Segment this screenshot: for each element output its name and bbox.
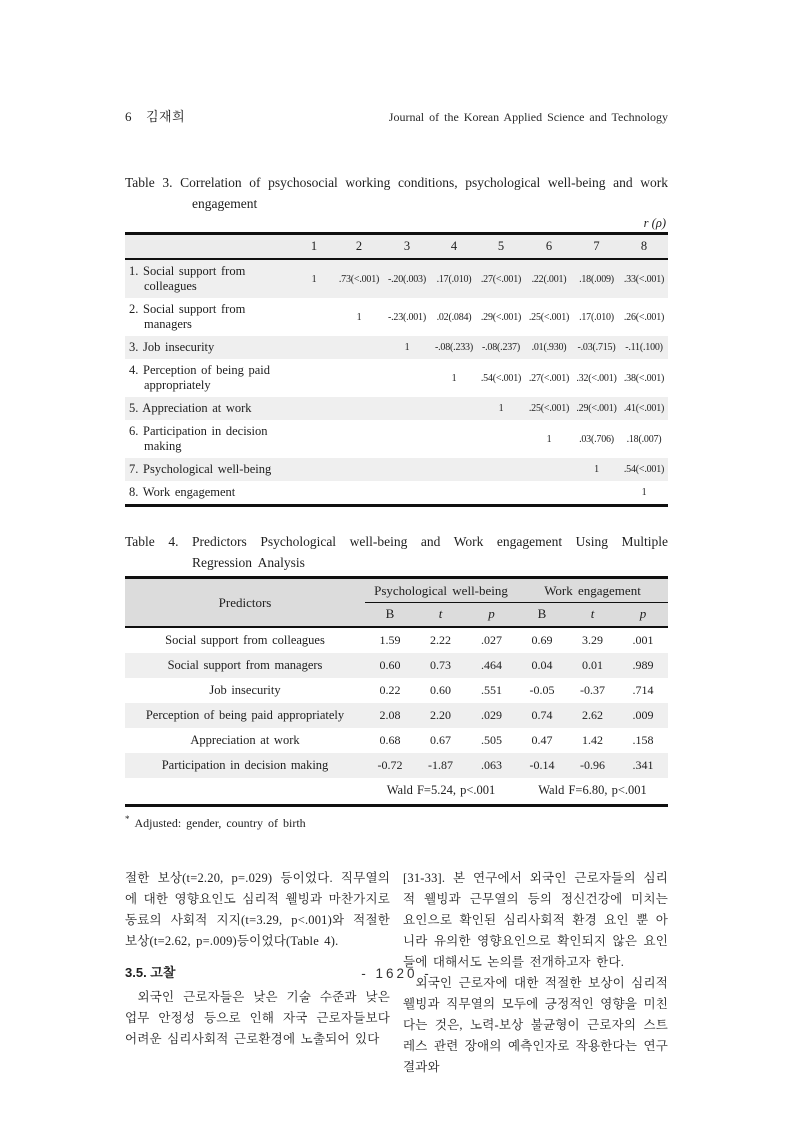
table4-cell: 2.22 xyxy=(430,633,451,647)
table3-cell xyxy=(431,481,477,506)
table3-cell: .26(<.001) xyxy=(623,311,665,323)
table3-row xyxy=(125,259,668,298)
table4-row-label: Job insecurity xyxy=(209,683,281,697)
table4-row-label: Perception of being paid appropriately xyxy=(145,708,345,722)
table4-row-label: Social support from managers xyxy=(167,658,323,672)
table3-cell xyxy=(477,420,525,458)
table3-caption-text: Correlation of psychosocial working conditions, psychological well-being and work engagement xyxy=(180,175,669,211)
table3-cell: .54(<.001) xyxy=(480,372,522,384)
table3-cell xyxy=(293,420,335,458)
table3-cell: .54(<.001) xyxy=(623,464,665,475)
table3-cell: .41(<.001) xyxy=(623,403,665,414)
table4-cell: -0.05 xyxy=(529,683,555,697)
table3-cell: 1 xyxy=(451,372,457,384)
table4-row-label: Appreciation at work xyxy=(190,733,300,747)
table3-cell: .17(.010) xyxy=(579,311,614,323)
table4-cell: -1.87 xyxy=(428,758,453,772)
table4-row-label: Social support from colleagues xyxy=(165,633,325,647)
journal-title: Journal of the Korean Applied Science and Technology xyxy=(388,110,668,124)
table4-caption-text: Predictors Psychological well-being and Work engagement Using Multiple Regression Analysis xyxy=(192,534,668,570)
table4-cell: .001 xyxy=(632,633,654,647)
table4-cell: .341 xyxy=(632,758,654,772)
table3-cell xyxy=(293,336,335,359)
table3-col-header: 8 xyxy=(640,239,648,253)
table4-cell: .029 xyxy=(481,708,502,722)
table4-row xyxy=(125,703,668,728)
table3-cell: .73(<.001) xyxy=(338,273,380,285)
table3-col-header: 4 xyxy=(450,239,458,253)
table3-cell xyxy=(431,420,477,458)
table3-caption-label: Table 3. xyxy=(125,175,173,190)
page-content xyxy=(125,106,668,1078)
table4-cell: .009 xyxy=(632,708,654,722)
table4-wald-psych: Wald F=5.24, p<.001 xyxy=(386,783,496,797)
table3-row-label: 5. Appreciation at work xyxy=(129,401,252,415)
table4-row xyxy=(125,753,668,778)
table3-cell xyxy=(431,397,477,420)
table3-cell xyxy=(293,298,335,336)
table3-row xyxy=(125,397,668,420)
running-head xyxy=(125,106,668,125)
table3-cell xyxy=(293,481,335,506)
table3-cell xyxy=(335,481,383,506)
table3-cell: 1 xyxy=(594,464,599,475)
table4-cell: .714 xyxy=(632,683,654,697)
table3-cell: -.03(.715) xyxy=(577,342,616,353)
table3-cell xyxy=(383,420,431,458)
table3-cell xyxy=(477,458,525,481)
table3-row-label: 7. Psychological well-being xyxy=(129,462,272,476)
table4-cell: .027 xyxy=(481,633,502,647)
table4-cell: 0.01 xyxy=(582,658,603,672)
running-head-left xyxy=(125,106,185,125)
table3-cell xyxy=(383,359,431,397)
table3-header-row xyxy=(125,234,668,260)
table4-cell: .158 xyxy=(632,733,654,747)
table4-cell: 2.20 xyxy=(430,708,451,722)
table4-cell: 2.62 xyxy=(582,708,603,722)
table4-wald-row xyxy=(125,778,668,806)
table3-row-label: 4. Perception of being paid appropriately xyxy=(129,363,271,392)
table3-row xyxy=(125,359,668,397)
table3-cell xyxy=(525,481,573,506)
table3-cell: 1 xyxy=(311,273,317,285)
table3-caption xyxy=(125,172,668,214)
table3-cell xyxy=(335,458,383,481)
table4-cell: 0.74 xyxy=(531,708,553,722)
table4-cell: -0.72 xyxy=(377,758,403,772)
table4-row-label: Participation in decision making xyxy=(161,758,329,772)
table4-footnote xyxy=(125,814,668,831)
table4-cell: 0.69 xyxy=(531,633,553,647)
table4-subheader-p1: p xyxy=(466,603,517,628)
table4-wald-empty xyxy=(125,778,365,806)
table4-subheader-t1: t xyxy=(415,603,466,628)
table3-cell: .02(.084) xyxy=(436,311,472,323)
table4-cell: 0.04 xyxy=(531,658,553,672)
table3-cell: -.23(.001) xyxy=(388,311,426,323)
table4-cell: 0.22 xyxy=(379,683,401,697)
table3-cell: .27(<.001) xyxy=(480,273,522,285)
table3-cell: .29(<.001) xyxy=(480,311,522,323)
table4-cell: 0.68 xyxy=(379,733,401,747)
table3-cell xyxy=(383,458,431,481)
table3-cell: .18(.007) xyxy=(626,433,662,445)
table3-cell xyxy=(383,481,431,506)
table3-cell: .17(.010) xyxy=(436,273,472,285)
table3-cell xyxy=(335,420,383,458)
table3-col-header: 5 xyxy=(497,239,505,253)
table4-cell: 0.73 xyxy=(430,658,451,672)
regression-table xyxy=(125,576,668,807)
table3-cell: .32(<.001) xyxy=(576,372,617,384)
table4-group-psych-wellbeing: Psychological well-being xyxy=(365,578,517,603)
table4-row xyxy=(125,627,668,653)
table4-group-header-row xyxy=(125,578,668,603)
table3-cell: -.11(.100) xyxy=(625,342,663,353)
table3-cell: 1 xyxy=(641,487,647,498)
table3-row-label: 6. Participation in decision making xyxy=(129,424,268,453)
table3-cell: .25(<.001) xyxy=(528,403,570,414)
table3-cell xyxy=(477,481,525,506)
table3-cell xyxy=(293,359,335,397)
table4-cell: -0.37 xyxy=(580,683,605,697)
table3-cell xyxy=(335,336,383,359)
table3-corner-note: r (ρ) xyxy=(643,216,666,230)
table3-cell: .38(<.001) xyxy=(623,372,665,384)
table4-caption-label: Table 4. xyxy=(125,534,179,549)
right-paragraph-2: 외국인 근로자에 대한 적절한 보상이 심리적 웰빙과 직무열의 모두에 긍정적인 영향을 미친다는 것은, 노력-보상 불균형이 근로자의 스트레스 관련 장애의 예측인자로 작용한다는 연구결과와 xyxy=(403,976,668,1074)
table3-cell: .22(.001) xyxy=(531,273,567,285)
table3-cell: 1 xyxy=(404,342,410,353)
table3-cell: .33(<.001) xyxy=(623,273,665,285)
table4-group-work-engagement: Work engagement xyxy=(517,578,668,603)
table3-cell: .27(<.001) xyxy=(528,372,570,384)
table4-subheader-B2: B xyxy=(517,603,567,628)
table4-cell: 1.59 xyxy=(379,633,401,647)
table4-cell: .989 xyxy=(632,658,654,672)
table3-row xyxy=(125,298,668,336)
table3-cell: 1 xyxy=(356,311,362,323)
table3-cell xyxy=(293,458,335,481)
table4-cell: .063 xyxy=(481,758,502,772)
table4-cell: 0.60 xyxy=(379,658,401,672)
table3-col-header: 6 xyxy=(545,239,553,253)
table3-cell: 1 xyxy=(546,433,552,445)
footnote-text: Adjusted: gender, country of birth xyxy=(134,816,306,830)
author-name: 김재희 xyxy=(146,109,186,124)
page-footer-number: - 1620 - xyxy=(361,966,432,981)
table3-row-label: 2. Social support from managers xyxy=(129,302,246,331)
table3-header-empty xyxy=(125,234,293,260)
table3-row xyxy=(125,481,668,506)
table4-caption xyxy=(125,531,668,573)
left-paragraph-1: 절한 보상(t=2.20, p=.029) 등이었다. 직무열의에 대한 영향요인도 심리적 웰빙과 마찬가지로 동료의 사회적 지지(t=3.29, p<.001)와 적절한 보상(t=2.62, p=.009)등이었다(Table 4). xyxy=(125,871,390,948)
table4-cell: 2.08 xyxy=(379,708,401,722)
table4-subheader-t2: t xyxy=(567,603,618,628)
page-number: 6 xyxy=(125,109,132,124)
table3-cell xyxy=(431,458,477,481)
right-paragraph-1: [31-33]. 본 연구에서 외국인 근로자들의 심리적 웰빙과 근무열의 등의 정신건강에 미치는 요인으로 확인된 심리사회적 환경 요인 뿐 아니라 유의한 영향요인으로 확인되지 않은 요인들에 대해서도 논의를 전개하고자 한다. xyxy=(403,871,668,969)
table3-row-label: 1. Social support from colleagues xyxy=(129,264,246,293)
table3-row xyxy=(125,336,668,359)
table3-row-label: 3. Job insecurity xyxy=(129,340,215,354)
table4-row xyxy=(125,653,668,678)
table4-wald-engagement: Wald F=6.80, p<.001 xyxy=(538,783,647,797)
table4-cell: 1.42 xyxy=(582,733,603,747)
left-paragraph-2: 외국인 근로자들은 낮은 기술 수준과 낮은 업무 안정성 등으로 인해 자국 근로자들보다 어려운 심리사회적 근로환경에 노출되어 있다 xyxy=(125,990,390,1046)
table3-cell: .18(.009) xyxy=(579,273,614,285)
table3-col-header: 7 xyxy=(593,239,600,253)
table3-cell: .01(.930) xyxy=(531,342,567,353)
table3-cell xyxy=(383,397,431,420)
table4-predictors-header: Predictors xyxy=(125,578,365,628)
table4-cell: 0.67 xyxy=(430,733,451,747)
table4-cell: .551 xyxy=(481,683,502,697)
table3-cell: -.20(.003) xyxy=(388,273,426,285)
table3-col-header: 3 xyxy=(403,239,411,253)
table3-cell: -.08(.233) xyxy=(435,342,473,353)
table4-subheader-B1: B xyxy=(365,603,415,628)
table3-cell: .25(<.001) xyxy=(528,311,570,323)
correlation-table xyxy=(125,232,668,507)
table4-cell: -0.14 xyxy=(529,758,555,772)
table4-cell: 3.29 xyxy=(582,633,603,647)
table4-row xyxy=(125,728,668,753)
footnote-marker: * xyxy=(125,814,130,824)
table4-cell: .505 xyxy=(481,733,502,747)
section-heading-3-5: 3.5. 고찰 xyxy=(125,965,176,980)
table3-col-header: 1 xyxy=(310,239,318,253)
table3-cell xyxy=(573,481,620,506)
table3-cell xyxy=(293,397,335,420)
table4-cell: -0.96 xyxy=(580,758,605,772)
table4-cell: 0.47 xyxy=(531,733,553,747)
table3-cell: 1 xyxy=(498,403,504,414)
table3-cell: -.08(.237) xyxy=(482,342,520,353)
table4-row xyxy=(125,678,668,703)
table3-row-label: 8. Work engagement xyxy=(129,485,236,499)
table3-col-header: 2 xyxy=(355,239,363,253)
table4-cell: 0.60 xyxy=(430,683,451,697)
table4-subheader-p2: p xyxy=(618,603,668,628)
table3-cell xyxy=(525,458,573,481)
table3-row xyxy=(125,458,668,481)
table3-cell xyxy=(335,397,383,420)
table3-row xyxy=(125,420,668,458)
table4-cell: .464 xyxy=(481,658,502,672)
table3-cell: .29(<.001) xyxy=(576,403,617,414)
table3-cell: .03(.706) xyxy=(579,433,614,445)
table3-cell xyxy=(335,359,383,397)
